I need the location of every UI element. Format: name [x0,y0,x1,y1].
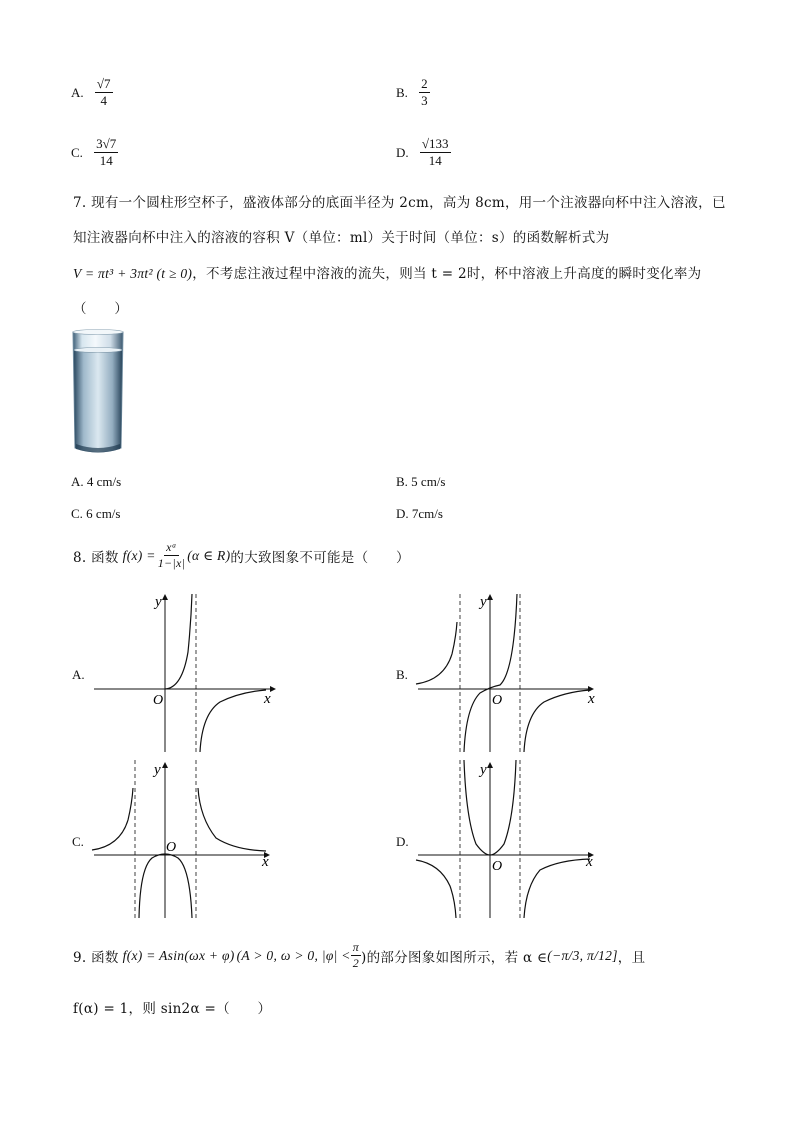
q9-func: f(x) = Asin(ωx + φ) [122,947,235,963]
q8-condition: (α ∈ R) [187,547,231,563]
numerator: xᵃ [166,540,177,554]
fraction [419,76,430,110]
q7-text-line1: 7. 现有一个圆柱形空杯子，盛液体部分的底面半径为 2cm，高为 8cm，用一个注液器向杯中注入溶液，已 [73,195,726,211]
q6-option-d[interactable] [396,136,451,170]
q9-mid: )的部分图象如图所示，若 α ∈ [361,949,548,966]
origin-label: O [492,693,503,708]
q7-option-d[interactable]: D. 7cm/s [396,506,443,521]
x-axis-label: x [588,691,595,707]
q9-prefix: 9. 函数 [73,949,119,966]
q9-pi-half [351,940,361,971]
x-axis-label: x [262,854,269,870]
option-label: D. [396,144,409,160]
q9-text-line1 [73,940,645,971]
curve [92,788,133,850]
option-label: A. [71,84,84,100]
y-arrow-icon [487,762,493,768]
q7-option-c[interactable]: C. 6 cm/s [71,506,121,521]
x-arrow-icon [270,686,276,692]
x-axis-label: x [586,854,593,870]
q7-text-line3 [73,262,701,282]
numerator: 3√7 [94,136,118,153]
q8-fraction [156,540,188,571]
fraction [94,136,118,170]
graph-c-label[interactable]: C. [72,834,84,849]
origin-label: O [492,859,503,874]
denominator: 3 [421,93,428,109]
curve [524,859,590,918]
curve [165,594,192,689]
origin-label: O [153,693,164,708]
y-arrow-icon [487,594,493,600]
curve [198,788,266,851]
numerator: √7 [95,76,113,93]
q7-answer-blank: （ ） [73,301,129,317]
origin-label: O [166,840,177,855]
graph-a-label[interactable]: A. [72,667,85,682]
graph-d-label[interactable]: D. [396,834,409,849]
q9-range: (−π/3, π/12] [547,947,618,963]
glass-image [70,328,126,458]
graph-b-label[interactable]: B. [396,667,408,682]
y-arrow-icon [162,762,168,768]
q8-prefix: 8. 函数 [73,549,119,566]
q8-text [73,540,410,571]
q7-formula: V = πt³ + 3πt² (t ≥ 0) [73,266,193,281]
y-arrow-icon [162,594,168,600]
q8-suffix: 的大致图象不可能是（ ） [230,549,410,566]
curve [200,690,266,752]
curve [416,622,457,684]
q9-text-line2: f(α) = 1，则 sin2α =（ ） [73,1001,272,1017]
q6-option-c[interactable] [71,136,118,170]
fraction [420,136,451,170]
option-label: C. [71,144,83,160]
fraction [95,76,113,110]
option-label: B. [396,84,408,100]
graph-c [90,758,280,920]
q9-condition: (A > 0, ω > 0, |φ| < [236,947,351,963]
q8-func: f(x) = [122,547,156,563]
denominator: 4 [100,93,107,109]
q6-option-b[interactable] [396,76,430,110]
denominator: 14 [428,153,442,169]
denominator: 1−|x| [157,556,186,570]
y-axis-label: y [154,762,161,778]
graph-b [414,592,604,754]
q9-tail: ，且 [617,949,646,966]
graph-d [414,758,604,920]
y-axis-label: y [480,762,487,778]
y-axis-label: y [155,594,162,610]
curve [416,860,456,918]
q6-option-a[interactable] [71,76,113,110]
numerator: √133 [420,136,451,153]
q7-text-line3-tail: ，不考虑注液过程中溶液的流失，则当 t = 2时，杯中溶液上升高度的瞬时变化率为 [192,266,702,282]
denominator: 2 [352,956,360,970]
numerator: 2 [419,76,430,93]
q7-option-a[interactable]: A. 4 cm/s [71,474,122,489]
numerator: π [352,940,360,954]
q7-option-b[interactable]: B. 5 cm/s [396,474,446,489]
q7-text-line2: 知注液器向杯中注入的溶液的容积 V（单位：ml）关于时间（单位：s）的函数解析式为 [73,230,610,246]
graph-a [90,592,280,754]
x-axis-label: x [264,691,271,707]
curve [524,690,590,752]
y-axis-label: y [480,594,487,610]
denominator: 14 [99,153,113,169]
